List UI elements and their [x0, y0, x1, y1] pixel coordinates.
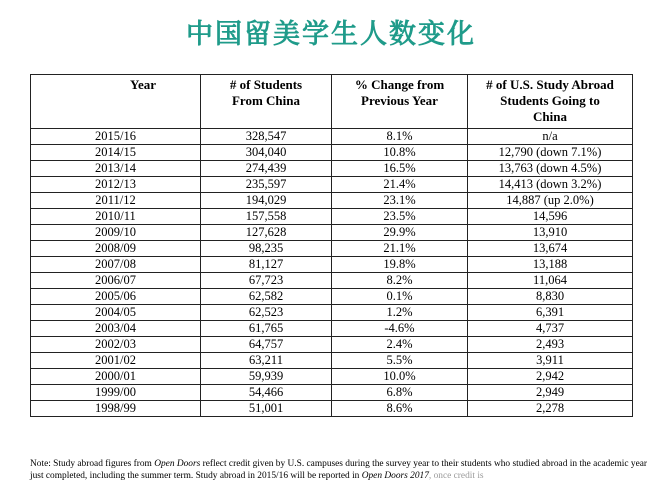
- header-study-abroad: [468, 75, 633, 129]
- cell-abroad: 13,910: [468, 225, 633, 241]
- cell-students: 328,547: [201, 129, 332, 145]
- cell-year: 2007/08: [31, 257, 201, 273]
- header-abroad-line3: China: [533, 109, 567, 124]
- cell-change: 21.4%: [332, 177, 468, 193]
- cell-change: 8.6%: [332, 401, 468, 417]
- table-row: [31, 177, 633, 193]
- cell-abroad: 2,949: [468, 385, 633, 401]
- table-row: [31, 305, 633, 321]
- table-row: [31, 161, 633, 177]
- cell-change: 0.1%: [332, 289, 468, 305]
- cell-change: -4.6%: [332, 321, 468, 337]
- table-row: [31, 353, 633, 369]
- cell-abroad: 14,413 (down 3.2%): [468, 177, 633, 193]
- cell-students: 81,127: [201, 257, 332, 273]
- cell-abroad: 11,064: [468, 273, 633, 289]
- cell-year: 2005/06: [31, 289, 201, 305]
- cell-change: 6.8%: [332, 385, 468, 401]
- cell-year: 2002/03: [31, 337, 201, 353]
- cell-year: 2009/10: [31, 225, 201, 241]
- table-row: [31, 129, 633, 145]
- footnote-source-2: Open Doors 2017: [361, 471, 429, 481]
- cell-change: 16.5%: [332, 161, 468, 177]
- cell-abroad: 6,391: [468, 305, 633, 321]
- cell-abroad: 12,790 (down 7.1%): [468, 145, 633, 161]
- cell-abroad: 2,942: [468, 369, 633, 385]
- cell-abroad: 2,493: [468, 337, 633, 353]
- cell-students: 61,765: [201, 321, 332, 337]
- cell-abroad: 14,887 (up 2.0%): [468, 193, 633, 209]
- cell-change: 2.4%: [332, 337, 468, 353]
- cell-students: 62,523: [201, 305, 332, 321]
- cell-students: 59,939: [201, 369, 332, 385]
- header-students-line1: # of Students: [229, 77, 303, 92]
- header-abroad-line2: Students Going to: [500, 93, 600, 108]
- cell-year: 2001/02: [31, 353, 201, 369]
- students-table: [30, 74, 633, 417]
- table-row: [31, 369, 633, 385]
- cell-abroad: 13,188: [468, 257, 633, 273]
- cell-students: 235,597: [201, 177, 332, 193]
- cell-year: 2012/13: [31, 177, 201, 193]
- cell-abroad: 3,911: [468, 353, 633, 369]
- cell-abroad: 2,278: [468, 401, 633, 417]
- cell-change: 19.8%: [332, 257, 468, 273]
- cell-year: 2006/07: [31, 273, 201, 289]
- cell-change: 5.5%: [332, 353, 468, 369]
- cell-students: 62,582: [201, 289, 332, 305]
- cell-change: 1.2%: [332, 305, 468, 321]
- cell-students: 274,439: [201, 161, 332, 177]
- cell-change: 10.8%: [332, 145, 468, 161]
- table-row: [31, 209, 633, 225]
- footnote: [30, 458, 658, 482]
- cell-abroad: n/a: [468, 129, 633, 145]
- cell-change: 29.9%: [332, 225, 468, 241]
- table-row: [31, 289, 633, 305]
- table-row: [31, 257, 633, 273]
- cell-students: 304,040: [201, 145, 332, 161]
- cell-change: 21.1%: [332, 241, 468, 257]
- cell-year: 2013/14: [31, 161, 201, 177]
- cell-students: 127,628: [201, 225, 332, 241]
- table-row: [31, 321, 633, 337]
- cell-change: 10.0%: [332, 369, 468, 385]
- table-row: [31, 241, 633, 257]
- footnote-text-2: reflect credit given by U.S. campuses during the survey year to their students who studied abroad in the academic year just completed, including the summer term. Study abroad in 2015/16 will be reported in: [30, 459, 648, 481]
- cell-year: 2004/05: [31, 305, 201, 321]
- header-change-line1: % Change from: [354, 77, 445, 92]
- cell-year: 2015/16: [31, 129, 201, 145]
- cell-year: 2010/11: [31, 209, 201, 225]
- cell-change: 23.1%: [332, 193, 468, 209]
- footnote-source-1: Open Doors: [154, 459, 201, 469]
- cell-change: 8.1%: [332, 129, 468, 145]
- page-title: 中国留美学生人数变化: [186, 19, 476, 50]
- cell-year: 2011/12: [31, 193, 201, 209]
- table-row: [31, 273, 633, 289]
- header-year: [31, 75, 201, 129]
- table-row: [31, 385, 633, 401]
- cell-year: 1999/00: [31, 385, 201, 401]
- table-row: [31, 401, 633, 417]
- cell-abroad: 13,763 (down 4.5%): [468, 161, 633, 177]
- cell-year: 2003/04: [31, 321, 201, 337]
- header-students-line2: From China: [231, 93, 300, 108]
- cell-abroad: 13,674: [468, 241, 633, 257]
- header-year-label: Year: [130, 77, 156, 92]
- header-change-line2: Previous Year: [361, 93, 438, 108]
- header-row: [31, 75, 633, 129]
- cell-change: 23.5%: [332, 209, 468, 225]
- header-change: [332, 75, 468, 129]
- cell-abroad: 4,737: [468, 321, 633, 337]
- header-abroad-line1: # of U.S. Study Abroad: [486, 77, 614, 92]
- cell-abroad: 14,596: [468, 209, 633, 225]
- footnote-text-1: Note: Study abroad figures from: [30, 459, 155, 469]
- cell-students: 51,001: [201, 401, 332, 417]
- cell-students: 157,558: [201, 209, 332, 225]
- cell-change: 8.2%: [332, 273, 468, 289]
- table-row: [31, 193, 633, 209]
- cell-year: 2000/01: [31, 369, 201, 385]
- cell-year: 2008/09: [31, 241, 201, 257]
- footnote-text-3: , once credit is: [428, 471, 484, 481]
- table-row: [31, 225, 633, 241]
- cell-year: 1998/99: [31, 401, 201, 417]
- cell-year: 2014/15: [31, 145, 201, 161]
- table-row: [31, 145, 633, 161]
- cell-abroad: 8,830: [468, 289, 633, 305]
- cell-students: 67,723: [201, 273, 332, 289]
- header-students: [201, 75, 332, 129]
- cell-students: 64,757: [201, 337, 332, 353]
- cell-students: 194,029: [201, 193, 332, 209]
- cell-students: 54,466: [201, 385, 332, 401]
- cell-students: 98,235: [201, 241, 332, 257]
- cell-students: 63,211: [201, 353, 332, 369]
- table-row: [31, 337, 633, 353]
